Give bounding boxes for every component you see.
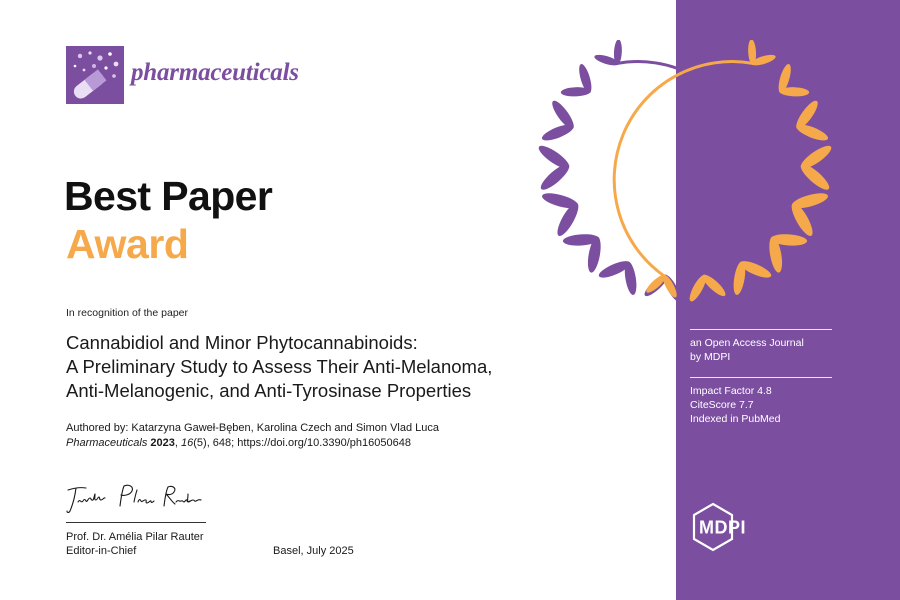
laurel-leaf <box>660 273 679 299</box>
panel-divider <box>690 329 832 330</box>
open-access-text <box>690 336 804 364</box>
citation-line: Pharmaceuticals 2023, 16(5), 648; https://doi.org/10.3390/ph16050648 <box>66 437 411 449</box>
laurel-stem <box>617 62 755 277</box>
signature-line <box>66 522 206 523</box>
citation-year: 2023 <box>150 437 175 449</box>
laurel-leaf <box>536 142 572 172</box>
laurel-right-branch <box>614 40 834 303</box>
citation-rest: (5), 648; https://doi.org/10.3390/ph16050648 <box>193 437 411 449</box>
journal-name: pharmaceuticals <box>131 59 299 86</box>
signature-icon <box>64 480 214 516</box>
mdpi-logo-text: MDPI <box>699 517 746 538</box>
open-access-line: by MDPI <box>690 351 731 363</box>
place-date: Basel, July 2025 <box>273 545 354 557</box>
editor-name: Prof. Dr. Amélia Pilar Rauter <box>66 531 204 543</box>
laurel-stem <box>614 62 752 277</box>
award-title-line1: Best Paper <box>64 173 273 219</box>
authors-line: Authored by: Katarzyna Gaweł-Bęben, Karolina Czech and Simon Vlad Luca <box>66 422 439 434</box>
paper-title <box>66 331 626 403</box>
laurel-leaf <box>798 142 834 172</box>
indexed-in: Indexed in PubMed <box>690 413 781 425</box>
open-access-line: an Open Access Journal <box>690 337 804 349</box>
award-title-line2: Award <box>66 221 189 267</box>
editor-role: Editor-in-Chief <box>66 545 137 557</box>
citation-journal: Pharmaceuticals <box>66 437 148 449</box>
pharmaceuticals-logo-icon <box>66 46 124 104</box>
laurel-wreath-icon <box>535 40 835 320</box>
paper-title-line: A Preliminary Study to Assess Their Anti-Melanoma, <box>66 356 493 377</box>
citescore: CiteScore 7.7 <box>690 399 754 411</box>
impact-factor: Impact Factor 4.8 <box>690 385 772 397</box>
recognition-text: In recognition of the paper <box>66 307 189 319</box>
paper-title-line: Cannabidiol and Minor Phytocannabinoids: <box>66 332 418 353</box>
journal-metrics <box>690 384 780 426</box>
paper-title-line: Anti-Melanogenic, and Anti-Tyrosinase Properties <box>66 380 472 401</box>
laurel-left-branch <box>536 40 756 303</box>
panel-divider <box>690 377 832 378</box>
citation-volume: 16 <box>181 437 194 449</box>
mdpi-logo-icon <box>692 502 782 552</box>
